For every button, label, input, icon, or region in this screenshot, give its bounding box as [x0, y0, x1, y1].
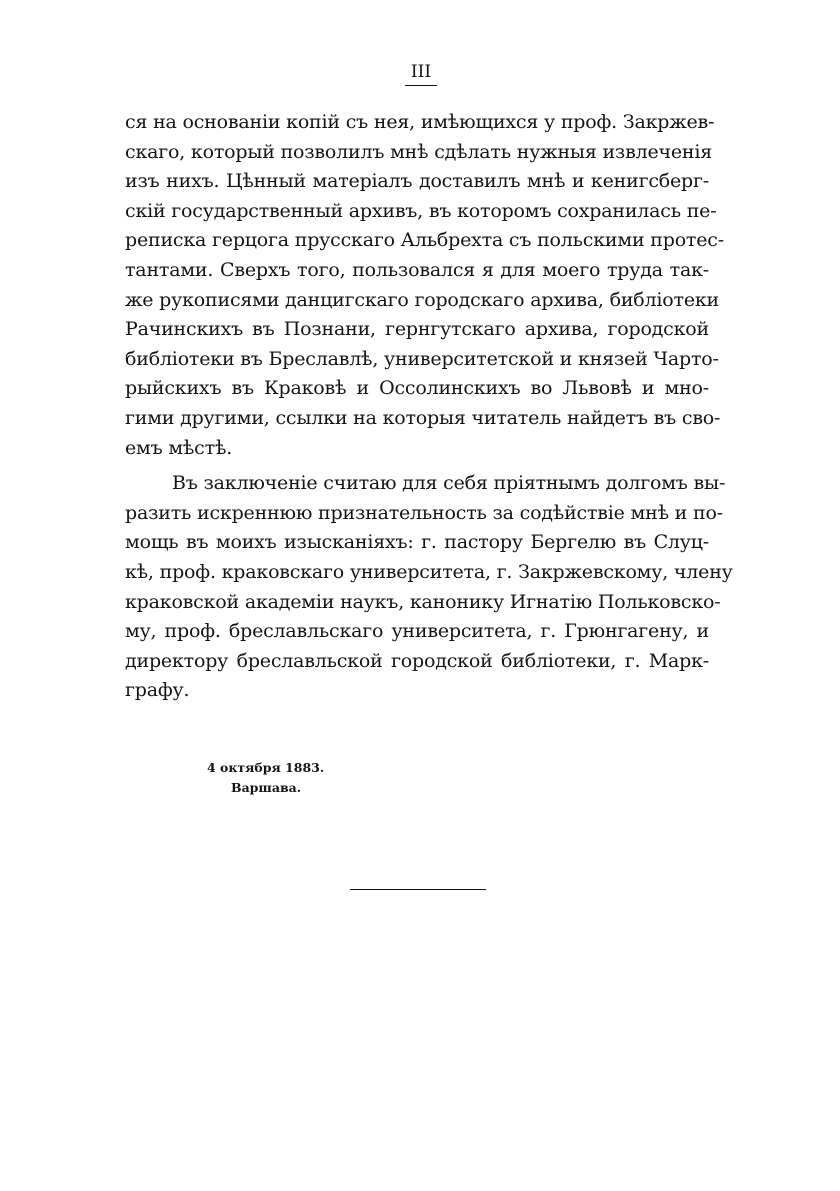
text-line: изъ нихъ. Цѣнный матеріалъ доставилъ мнѣ и кенигсберг-	[125, 170, 709, 193]
text-line: емъ мѣстѣ.	[125, 436, 233, 459]
text-line: графу.	[125, 679, 190, 702]
body-text	[125, 108, 733, 706]
text-line: директору бреславльской городской библіотеки, г. Марк-	[125, 649, 709, 672]
text-line: Рачинскихъ въ Познани, гернгутскаго архива, городской	[125, 318, 709, 341]
signature-place: Варшава.	[231, 780, 302, 795]
signature-date: 4 октября 1883.	[207, 760, 325, 775]
text-line: му, проф. бреславльскаго университета, г. Грюнгагену, и	[125, 620, 709, 643]
page-number: III	[405, 62, 437, 86]
end-rule-divider	[350, 889, 486, 890]
signature-block	[207, 758, 324, 798]
text-line: мощь въ моихъ изысканіяхъ: г. пастору Бергелю въ Слуц-	[125, 531, 709, 554]
text-line: же рукописями данцигскаго городскаго архива, библіотеки	[125, 288, 720, 311]
text-line: скій государственный архивъ, въ которомъ сохранилась пе-	[125, 199, 717, 222]
text-line: кѣ, проф. краковскаго университета, г. Закржевскому, члену	[125, 560, 733, 583]
paragraph-acknowledgements	[125, 469, 733, 706]
text-line: краковской академіи наукъ, канонику Игнатію Польковско-	[125, 590, 721, 613]
text-line: рыйскихъ въ Краковѣ и Оссолинскихъ во Львовѣ и мно-	[125, 377, 709, 400]
text-line: разить искреннюю признательность за содѣйствіе мнѣ и по-	[125, 501, 723, 524]
paragraph-sources	[125, 108, 724, 463]
text-line: библіотеки въ Бреславлѣ, университетской и князей Чарто-	[125, 347, 719, 370]
text-line: тантами. Сверхъ того, пользовался я для моего труда так-	[125, 258, 709, 281]
text-line: реписка герцога прусскаго Альбрехта съ польскими протес-	[125, 229, 724, 252]
text-line: скаго, который позволилъ мнѣ сдѣлать нужныя извлеченія	[125, 140, 713, 163]
text-line: ся на основаніи копій съ нея, имѣющихся у проф. Закржев-	[125, 111, 715, 133]
text-line: гими другими, ссылки на которыя читатель найдетъ въ сво-	[125, 406, 721, 429]
text-line: Въ заключеніе считаю для себя пріятнымъ долгомъ вы-	[172, 472, 726, 495]
